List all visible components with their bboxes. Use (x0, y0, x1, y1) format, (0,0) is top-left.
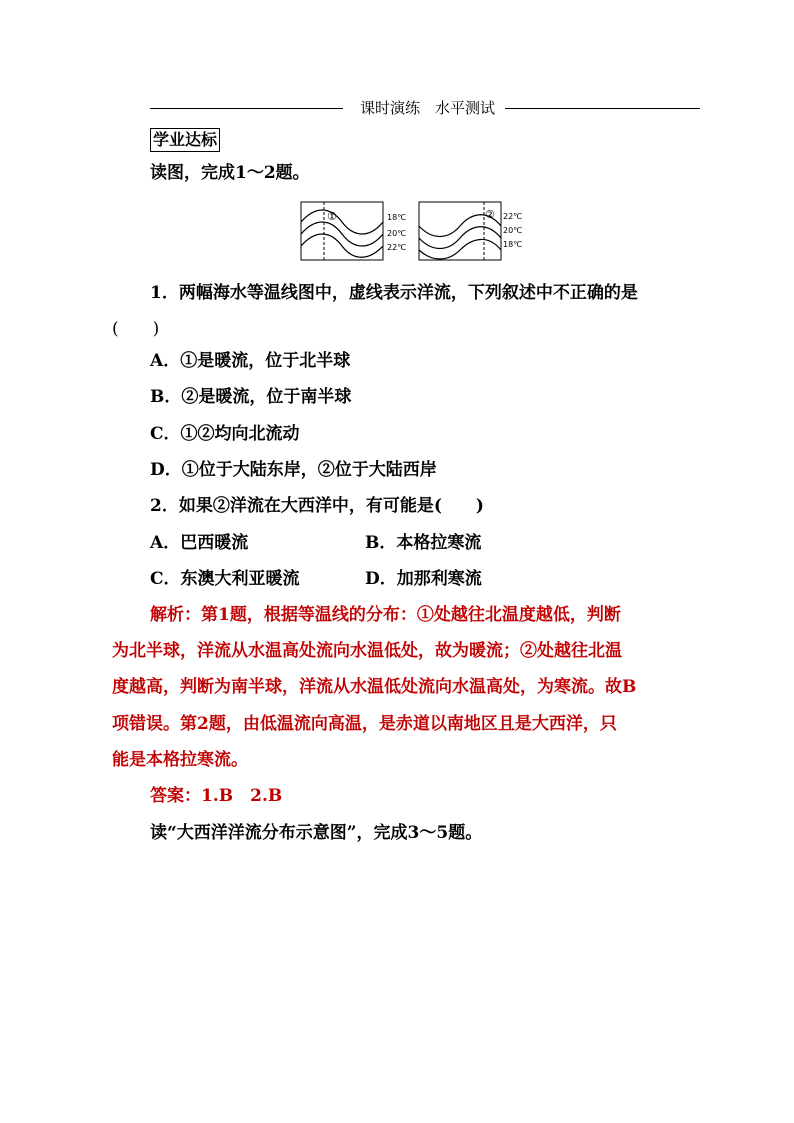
isotherm-label: 22℃ (387, 243, 407, 252)
question-2-option-c: C．东澳大利亚暖流 (150, 569, 300, 589)
isotherm-label: 20℃ (503, 226, 523, 235)
analysis-line-5: 能是本格拉寒流。 (112, 750, 248, 770)
answer-label: 答案： (150, 786, 201, 806)
isotherm-label: 20℃ (387, 229, 407, 238)
analysis-line-2: 为北半球，洋流从水温高处流向水温低处，故为暖流；②处越往北温 (112, 641, 622, 661)
analysis-label: 解析： (150, 605, 201, 625)
answer-line (150, 783, 282, 809)
question-1-option-d: D．①位于大陆东岸，②位于大陆西岸 (150, 460, 437, 480)
question-1-paren: ( ) (112, 319, 160, 339)
isotherm-label: 18℃ (503, 240, 523, 249)
page-header (150, 97, 700, 119)
header-rule-right (505, 108, 700, 109)
isotherm-label: 22℃ (503, 212, 523, 221)
header-title: 课时演练 水平测试 (359, 99, 495, 117)
current-marker-1: ① (327, 210, 337, 223)
question-1-option-b: B．②是暖流，位于南半球 (150, 387, 352, 407)
section-tag: 学业达标 (150, 128, 220, 152)
answer-value: 1.B 2.B (201, 786, 283, 806)
analysis-line-3: 度越高，判断为南半球，洋流从水温低处流向水温高处，为寒流。故B (112, 677, 637, 697)
analysis-line-4: 项错误。第2题，由低温流向高温，是赤道以南地区且是大西洋，只 (112, 714, 617, 734)
analysis-text: 第1题，根据等温线的分布：①处越往北温度越低，判断 (201, 605, 621, 625)
question-2-option-d: D．加那利寒流 (365, 569, 482, 589)
intro-question-1-2: 读图，完成1～2题。 (150, 163, 310, 183)
question-1-option-a: A．①是暖流，位于北半球 (150, 351, 351, 371)
question-1-option-c: C．①②均向北流动 (150, 424, 300, 444)
isotherm-figure (300, 198, 523, 262)
question-2-option-b: B．本格拉寒流 (365, 533, 482, 553)
isotherm-label: 18℃ (387, 213, 407, 222)
question-1-stem: 1．两幅海水等温线图中，虚线表示洋流，下列叙述中不正确的是 (150, 283, 638, 303)
header-rule-left (150, 108, 343, 109)
question-2-option-a: A．巴西暖流 (150, 533, 249, 553)
isotherm-panel-right (419, 202, 522, 260)
isotherm-panel-left (301, 202, 406, 260)
analysis-line-1 (150, 602, 621, 628)
intro-question-3-5: 读“大西洋洋流分布示意图”，完成3～5题。 (150, 823, 483, 843)
current-marker-2: ② (485, 208, 495, 221)
question-2-stem: 2．如果②洋流在大西洋中，有可能是( ) (150, 496, 484, 516)
